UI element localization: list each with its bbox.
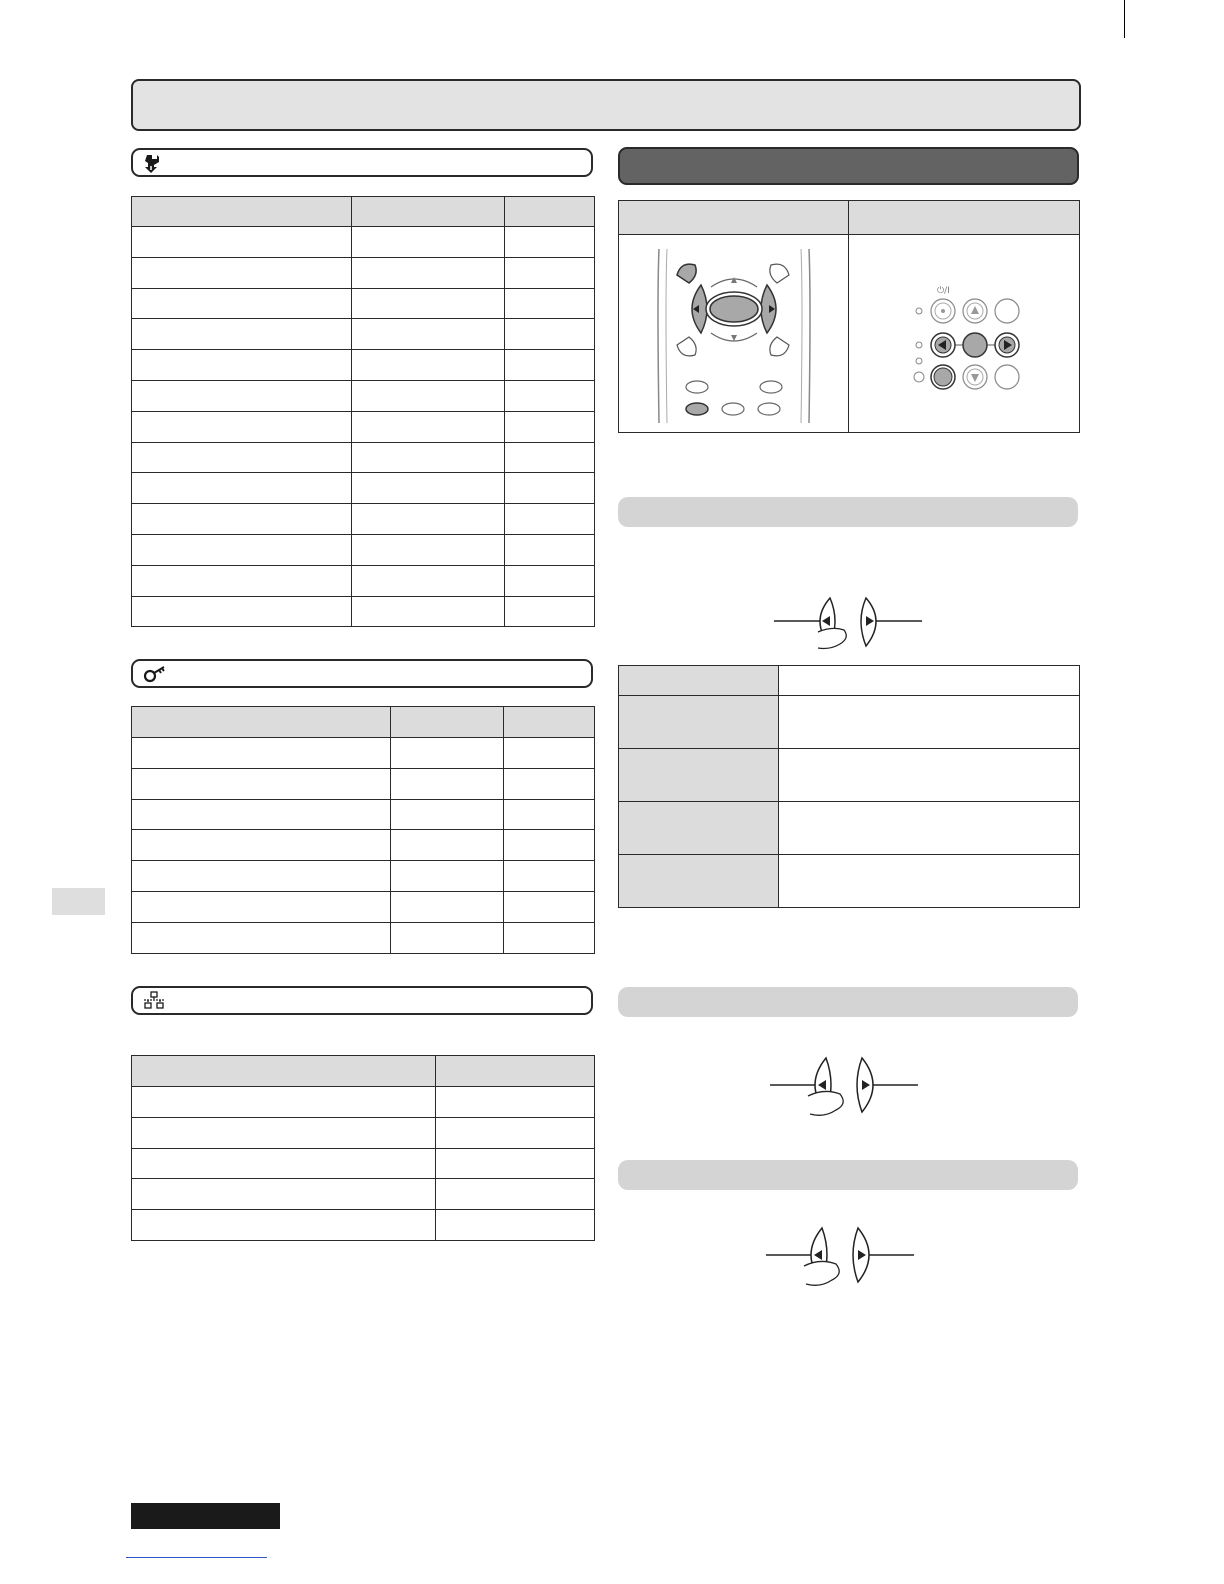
table-row — [132, 1087, 595, 1118]
description-table — [618, 665, 1080, 908]
table-row — [132, 1179, 595, 1210]
table-row — [132, 565, 595, 596]
table-header-cell — [505, 197, 595, 227]
table-row — [132, 799, 595, 830]
table-header-cell — [352, 197, 505, 227]
arrow-keys-illustration — [770, 588, 930, 658]
table-row — [619, 749, 1080, 802]
table-row — [132, 596, 595, 627]
svg-text:⏻/I: ⏻/I — [937, 286, 950, 296]
table-row — [132, 442, 595, 473]
operation-section-header — [618, 147, 1079, 185]
table-header-cell — [391, 707, 504, 738]
table-row — [132, 350, 595, 381]
table-row — [132, 1210, 595, 1241]
table-row — [132, 473, 595, 504]
table-row — [132, 380, 595, 411]
table-header-cell — [132, 1056, 436, 1087]
footer-label-block — [131, 1503, 280, 1529]
step-header-bar — [618, 497, 1078, 527]
network-table — [131, 1055, 595, 1241]
table-row — [132, 738, 595, 769]
table-row — [132, 227, 595, 258]
table-row — [132, 504, 595, 535]
table-header-cell — [132, 707, 391, 738]
footer-link-underline[interactable] — [126, 1557, 267, 1558]
page-title-bar — [131, 79, 1081, 131]
table-row — [619, 855, 1080, 908]
controls-figure-table — [618, 200, 1080, 433]
table-header-cell — [436, 1056, 595, 1087]
crop-mark — [1124, 0, 1125, 38]
table-row — [132, 768, 595, 799]
key-icon — [143, 664, 167, 684]
table-row — [132, 922, 595, 953]
table-header-cell — [849, 201, 1080, 235]
table-row — [132, 861, 595, 892]
chapter-side-tab — [52, 888, 105, 915]
table-row — [132, 411, 595, 442]
table-row — [132, 534, 595, 565]
table-row — [619, 696, 1080, 749]
control-panel-figure — [849, 235, 1080, 433]
table-header-cell — [504, 707, 595, 738]
step-header-bar — [618, 1160, 1078, 1190]
table-row — [132, 891, 595, 922]
table-row — [132, 1117, 595, 1148]
remote-control-figure — [619, 235, 849, 433]
table-header-cell — [619, 201, 849, 235]
arrow-keys-illustration — [766, 1052, 926, 1122]
security-section-header — [131, 659, 593, 688]
table-header-cell — [132, 197, 352, 227]
table-cell — [779, 666, 1080, 696]
step-header-bar — [618, 987, 1078, 1017]
arrow-keys-illustration — [762, 1222, 922, 1292]
table-row — [619, 802, 1080, 855]
settings-table — [131, 196, 595, 627]
network-icon — [143, 991, 165, 1011]
table-row — [132, 257, 595, 288]
table-row — [132, 830, 595, 861]
security-table — [131, 706, 595, 954]
wrench-icon — [143, 152, 161, 174]
network-section-header — [131, 986, 593, 1015]
table-row — [132, 1148, 595, 1179]
table-header-cell — [619, 666, 779, 696]
table-row — [132, 288, 595, 319]
table-row — [132, 319, 595, 350]
settings-section-header — [131, 148, 593, 177]
